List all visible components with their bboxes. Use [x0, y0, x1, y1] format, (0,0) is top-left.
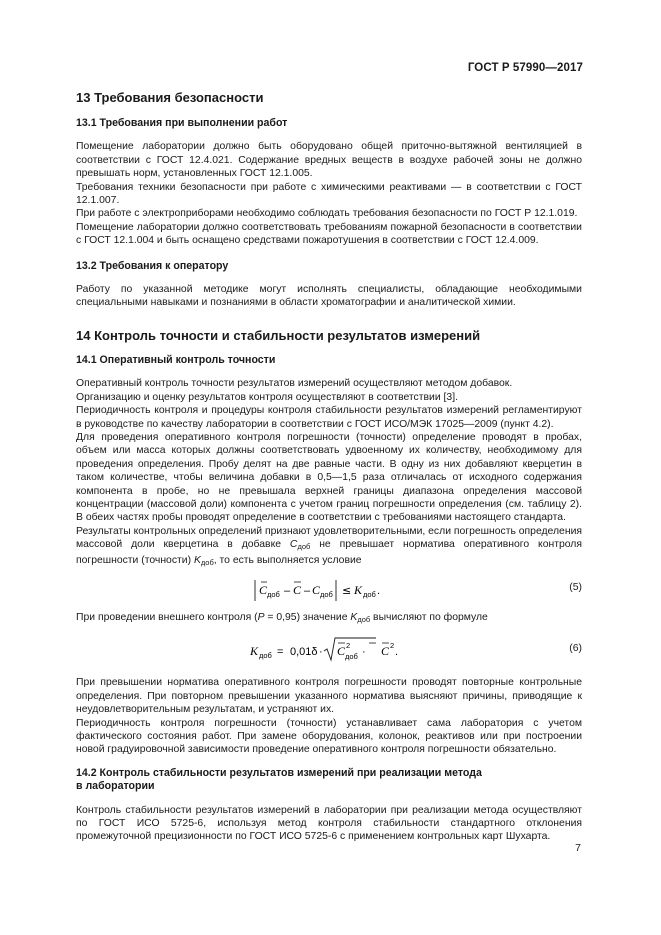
section-14-2-title-line-1: 14.2 Контроль стабильности результатов измерений при реализации метода [76, 766, 482, 779]
equation-6-number: (6) [569, 643, 582, 655]
svg-text:C: C [312, 582, 321, 597]
svg-text:=: = [277, 646, 284, 659]
svg-text:–: – [284, 584, 291, 597]
svg-text:доб: доб [320, 589, 333, 599]
svg-text:2: 2 [346, 641, 351, 651]
svg-text:0,01δ: 0,01δ [290, 646, 318, 659]
svg-text:K: K [250, 644, 259, 659]
paragraph: Организацию и оценку результатов контроля осуществляют в соответствии [3]. [76, 391, 458, 403]
paragraph: При работе с электроприборами необходимо соблюдать требования безопасности по ГОСТ Р 12.1.019. [76, 208, 578, 220]
svg-text:≤: ≤ [342, 583, 352, 597]
section-13-1-title: 13.1 Требования при выполнении работ [76, 117, 288, 129]
document-code-header: ГОСТ Р 57990—2017 [467, 62, 583, 74]
equation-6-formula [248, 634, 408, 666]
section-14-1-title: 14.1 Оперативный контроль точности [76, 353, 276, 366]
svg-text:доб: доб [345, 652, 358, 662]
svg-text:доб: доб [259, 651, 272, 661]
paragraph: Помещение лаборатории должно соответствовать требованиям пожарной безопасности в соответствии с ГОСТ 12.1.004 и быть оснащено средствами пожаротушения в соответствии с ГОСТ 12.4.009. [76, 221, 582, 247]
svg-text:.: . [377, 584, 381, 597]
svg-text:доб: доб [363, 589, 376, 599]
paragraph: Оперативный контроль точности результатов измерений осуществляют методом добавок. [76, 378, 513, 390]
svg-text:C: C [337, 644, 346, 659]
section-13-title: 13 Требования безопасности [76, 90, 264, 105]
svg-text:–: – [304, 584, 311, 597]
svg-text:C: C [293, 582, 302, 597]
svg-text:.: . [395, 646, 399, 659]
svg-text:C: C [259, 582, 268, 597]
paragraph: Периодичность контроля погрешности (точности) устанавливает сама лаборатория с учетом фактического состояния работ. При замене оборудования, колонок, реактивов или при построении новой градуировочной зависимости проведение оперативного контроля погрешности обязательно. [76, 717, 582, 756]
paragraph: Периодичность контроля и процедуры контроля стабильности результатов измерений регламентируют в руководстве по качеству лаборатории в соответствии с ГОСТ ИСО/МЭК 17025—2009 (пункт 4.2). [76, 405, 582, 430]
svg-text:доб: доб [267, 589, 280, 599]
paragraph: Требования техники безопасности при работе с химическими реактивами — в соответствии с ГОСТ 12.1.007. [76, 181, 582, 207]
equation-5-number: (5) [569, 581, 582, 593]
svg-text:K: K [354, 582, 363, 597]
svg-text:2: 2 [390, 641, 395, 651]
svg-text:·: · [319, 646, 323, 659]
paragraph: Контроль стабильности результатов измерений в лаборатории при реализации метода осуществляют по ГОСТ ИСО 5725-6, используя метод контроля стабильности стандартного отклонения промежуточной прецизионности по ГОСТ ИСО 5725-6 с применением контрольных карт Шухарта. [76, 804, 582, 843]
svg-text:C: C [381, 644, 390, 659]
paragraph: Работу по указанной методике могут исполнять специалисты, обладающие необходимыми специальными навыками и познаниями в области хроматографии и аналитической химии. [76, 284, 582, 309]
paragraph: При проведении внешнего контроля (P = 0,95) значение $K_{доб}$ вычисляют по формуле [76, 611, 488, 624]
section-13-2-title: 13.2 Требования к оператору [76, 259, 229, 272]
paragraph: При превышении норматива оперативного контроля погрешности проводят повторные контрольные определения. При повторном превышении указанного норматива выясняют причины, приводящие к неудовлетворительным результатам, и устраняют их. [76, 677, 582, 716]
equation-5-formula [251, 577, 401, 605]
page-number: 7 [575, 842, 581, 854]
paragraph: Помещение лаборатории должно быть оборудовано общей приточно-вытяжной вентиляцией в соответствии с ГОСТ 12.4.021. Содержание вредных веществ в воздухе рабочей зоны не должно превышать норм, установленных ГОСТ 12.1.005. [76, 141, 582, 180]
section-14-title: 14 Контроль точности и стабильности результатов измерений [76, 327, 481, 343]
paragraph: Для проведения оперативного контроля погрешности (точности) определение проводят в пробах, объем или масса которых должны соответствовать удвоенному их количеству, необходимому для проведения определения. Пробу делят на две равные части. В одну из них добавляют кверцетин в таком количестве, чтобы величина добавки в 0,5—1,5 раза отличалась от исходного содержания компонента в пробе, но не превышала верхней границы диапазона определения массовой концентрации (массовой доли) компонента с учетом границ погрешности определения (см. таблицу 2). В обеих частях пробы проводят определение в соответствии с требованиями настоящего стандарта. [76, 431, 582, 524]
svg-text:·: · [362, 646, 366, 659]
paragraph: Результаты контрольных определений признают удовлетворительными, если погрешность определения массовой доли кверцетина в добавке $C_{доб}$ не превышает норматива оперативного контроля погрешности (точности) $K_{доб}$, то есть выполняется условие [76, 525, 582, 567]
equation-6 [76, 634, 582, 668]
page-content [76, 90, 582, 844]
section-14-2-title-line-2: в лаборатории [76, 780, 155, 793]
equation-5 [76, 577, 582, 607]
